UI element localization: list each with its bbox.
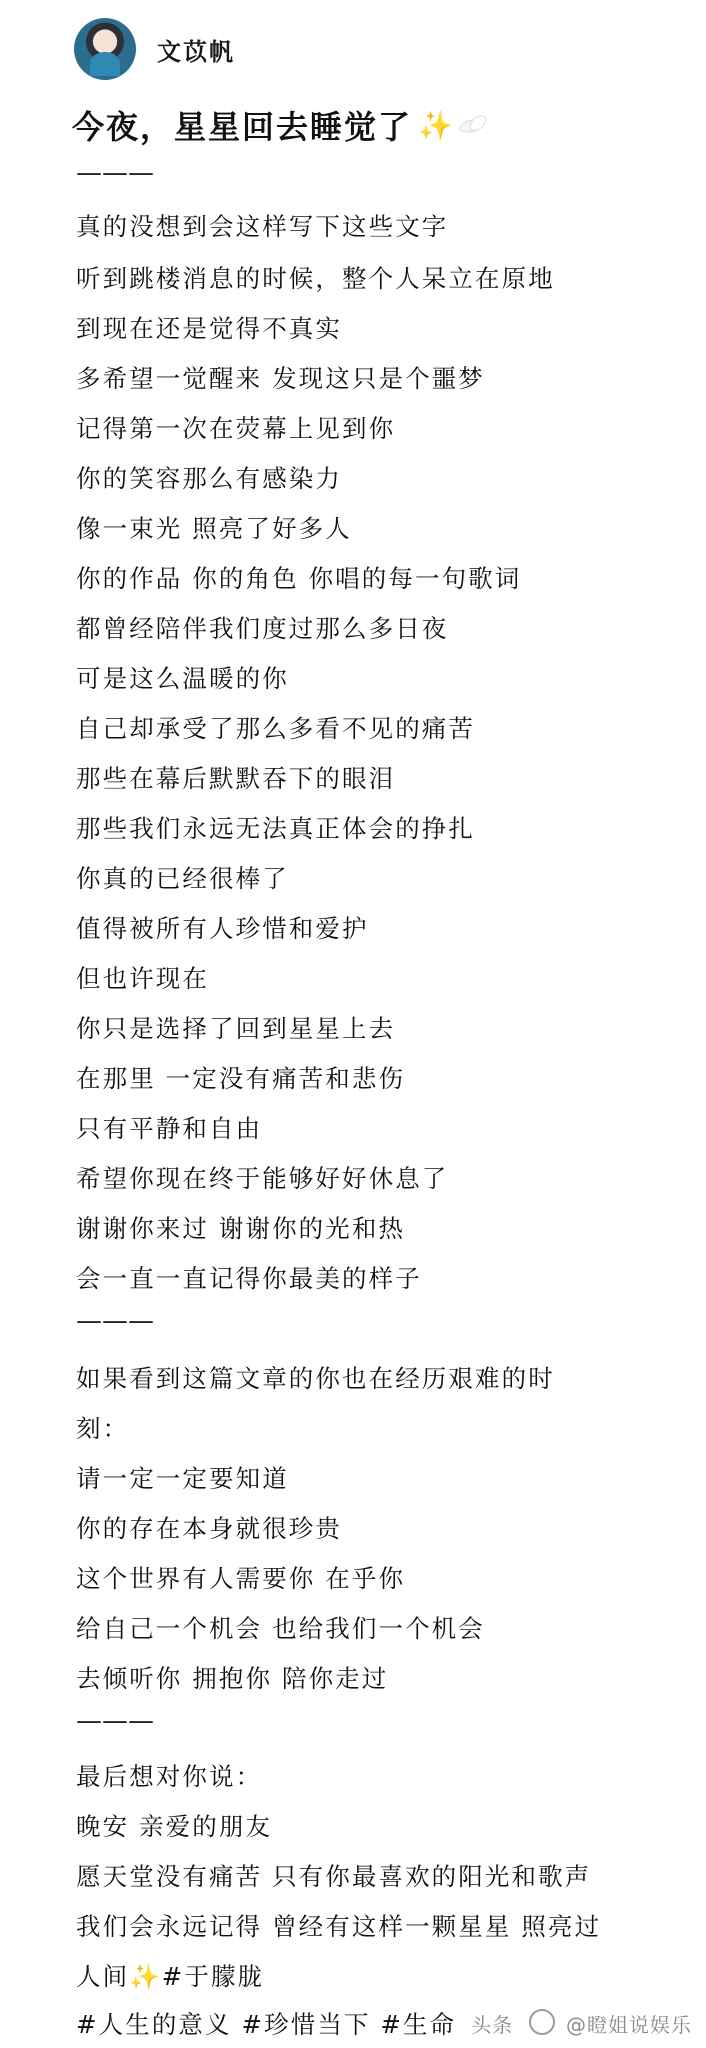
post-header (74, 18, 235, 80)
post-line: 但也许现在 (76, 964, 209, 993)
post-line: 最后想对你说： (76, 1762, 263, 1791)
post-line: 记得第一次在荧幕上见到你 (76, 414, 396, 443)
divider: ——— (76, 1306, 154, 1336)
post-line: 那些在幕后默默吞下的眼泪 (76, 764, 396, 793)
post-line: 都曾经陪伴我们度过那么多日夜 (76, 614, 449, 643)
post-title (72, 102, 487, 148)
post-line: 只有平静和自由 (76, 1114, 263, 1143)
post-line: 可是这么温暖的你 (76, 664, 289, 693)
post-line: 谢谢你来过 谢谢你的光和热 (76, 1214, 406, 1243)
post-line: 你的笑容那么有感染力 (76, 464, 342, 493)
post-line: 给自己一个机会 也给我们一个机会 (76, 1614, 485, 1643)
post-line: 你只是选择了回到星星上去 (76, 1014, 396, 1043)
post-line: 那些我们永远无法真正体会的挣扎 (76, 814, 475, 843)
post-line: 请一定一定要知道 (76, 1464, 289, 1493)
post-title-text: 今夜，星星回去睡觉了 (72, 108, 413, 146)
post-line: 你真的已经很棒了 (76, 864, 289, 893)
post-line: 你的作品 你的角色 你唱的每一句歌词 (76, 564, 522, 593)
dove-icon (457, 113, 487, 137)
post-line: 在那里 一定没有痛苦和悲伤 (76, 1064, 406, 1093)
post-line: 晚安 亲爱的朋友 (76, 1812, 273, 1841)
post-line: 这个世界有人需要你 在乎你 (76, 1564, 406, 1593)
post-line: 听到跳楼消息的时候，整个人呆立在原地 (76, 264, 555, 293)
post-line: 多希望一觉醒来 发现这只是个噩梦 (76, 364, 485, 393)
divider: ——— (76, 158, 154, 188)
post-line: 我们会永远记得 曾经有这样一颗星星 照亮过 (76, 1912, 602, 1941)
post-line: #人生的意义 #珍惜当下 #生命 (76, 2010, 457, 2039)
author-name[interactable]: 文苡帆 (157, 37, 235, 66)
post-line: 自己却承受了那么多看不见的痛苦 (76, 714, 475, 743)
post-line: 人间✨#于朦胧 (76, 1962, 265, 1991)
sparkles-icon: ✨ (418, 108, 455, 142)
post-line: 愿天堂没有痛苦 只有你最喜欢的阳光和歌声 (76, 1862, 592, 1891)
post-line: 希望你现在终于能够好好休息了 (76, 1164, 449, 1193)
post-line: 真的没想到会这样写下这些文字 (76, 212, 449, 241)
post-line: 到现在还是觉得不真实 (76, 314, 342, 343)
watermark (471, 2009, 692, 2038)
post-line: 像一束光 照亮了好多人 (76, 514, 352, 543)
watermark-prefix: 头条 (471, 2013, 514, 2037)
author-avatar[interactable] (74, 18, 136, 80)
post-line: 刻： (76, 1414, 130, 1443)
toutiao-icon (529, 2009, 555, 2035)
post-line: 去倾听你 拥抱你 陪你走过 (76, 1664, 389, 1693)
post-line: 会一直一直记得你最美的样子 (76, 1264, 422, 1293)
post-line: 值得被所有人珍惜和爱护 (76, 914, 369, 943)
post-line: 你的存在本身就很珍贵 (76, 1514, 342, 1543)
watermark-account: @瞪姐说娱乐 (566, 2013, 692, 2037)
divider: ——— (76, 1706, 154, 1736)
post-line: 如果看到这篇文章的你也在经历艰难的时 (76, 1364, 555, 1393)
